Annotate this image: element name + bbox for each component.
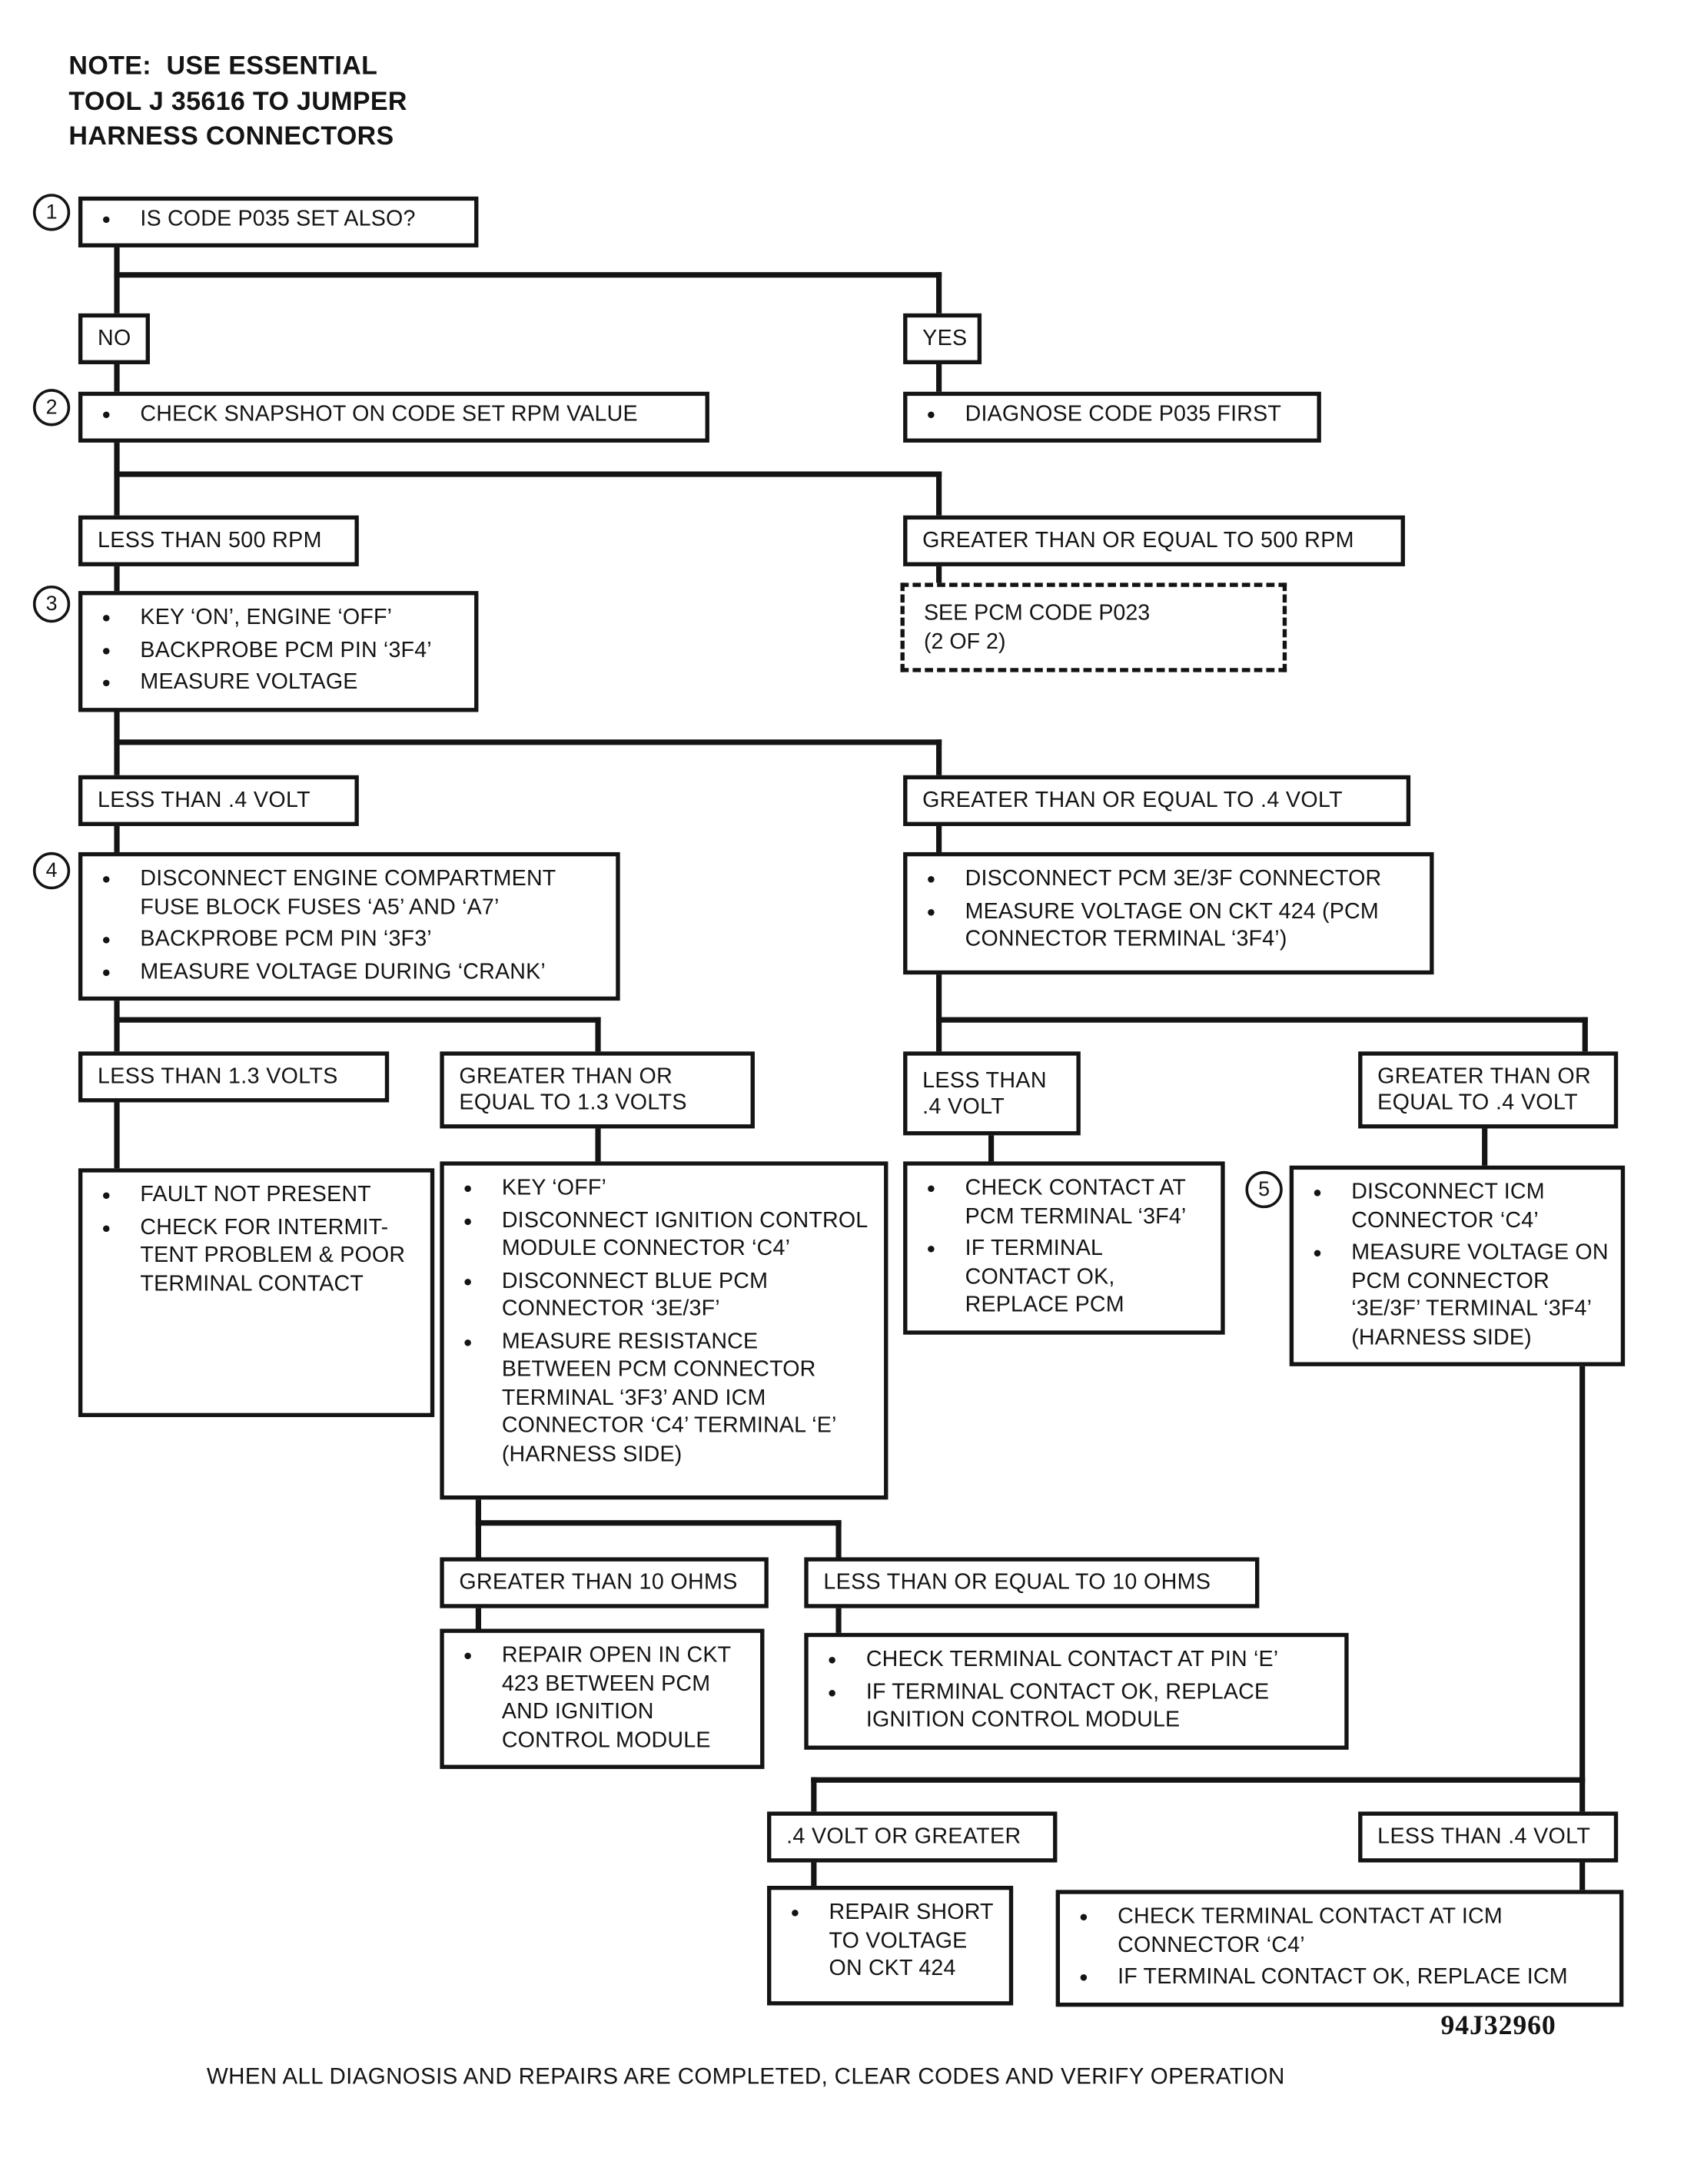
- branch-label: GREATER THAN OR EQUAL TO 1.3 VOLTS: [459, 1065, 687, 1115]
- bullet-icon: ●: [926, 871, 936, 888]
- node-fault-not-present: [78, 1168, 434, 1417]
- bullet-item: ● DISCONNECT IGNITION CONTROL MODULE CONNECTOR ‘C4’: [460, 1207, 873, 1263]
- bullet-icon: ●: [827, 1684, 837, 1701]
- bullet-icon: ●: [926, 407, 936, 423]
- branch-label: .4 VOLT OR GREATER: [786, 1825, 1021, 1849]
- connector-line: [595, 1126, 600, 1164]
- bullet-icon: ●: [1313, 1245, 1323, 1262]
- bullet-item: ● BACKPROBE PCM PIN ‘3F4’: [99, 637, 463, 665]
- bullet-item: ● REPAIR SHORT TO VOLTAGE ON CKT 424: [788, 1900, 998, 1984]
- node-disconnect-pcm-connector: [903, 852, 1433, 974]
- branch-less-than-04-volt-3: [1358, 1811, 1618, 1862]
- bullet-item: ● DISCONNECT ENGINE COMPARTMENT FUSE BLOCK FUSES ‘A5’ AND ‘A7’: [99, 866, 605, 922]
- branch-label: GREATER THAN OR EQUAL TO .4 VOLT: [922, 788, 1343, 813]
- bullet-icon: ●: [101, 610, 111, 627]
- connector-line: [114, 1100, 119, 1171]
- branch-label: GREATER THAN OR EQUAL TO 500 RPM: [922, 529, 1354, 553]
- node-step4-disconnect-fuses: [78, 852, 620, 1001]
- bullet-icon: ●: [1313, 1184, 1323, 1202]
- connector-line: [114, 739, 942, 745]
- connector-line: [936, 272, 942, 316]
- branch-ge-500-rpm: [903, 516, 1405, 566]
- step-number: 3: [45, 592, 58, 616]
- note-line: NOTE: USE ESSENTIAL: [68, 51, 378, 81]
- step-number: 5: [1258, 1177, 1270, 1202]
- bullet-item: ● CHECK TERMINAL CONTACT AT ICM CONNECTOR ‘C4’: [1076, 1904, 1608, 1960]
- connector-line: [936, 1017, 1588, 1023]
- bullet-icon: ●: [463, 1180, 473, 1197]
- branch-ge-04-volt-2: [1358, 1051, 1618, 1128]
- branch-label: LESS THAN 1.3 VOLTS: [97, 1065, 338, 1089]
- node-see-pcm-code-p023: [901, 583, 1287, 672]
- bullet-item: ● REPAIR OPEN IN CKT 423 BETWEEN PCM AND IGNITION CONTROL MODULE: [460, 1642, 749, 1755]
- connector-line: [476, 1497, 481, 1560]
- bullet-icon: ●: [1079, 1909, 1089, 1926]
- connector-line: [114, 471, 942, 476]
- connector-line: [114, 272, 942, 277]
- branch-no: [78, 314, 150, 364]
- connector-line: [1482, 1126, 1487, 1168]
- connector-line: [1579, 1356, 1585, 1814]
- bullet-icon: ●: [463, 1648, 473, 1665]
- bullet-icon: ●: [101, 675, 111, 692]
- connector-line: [988, 1133, 994, 1164]
- step-marker-4: [33, 852, 70, 889]
- connector-line: [936, 739, 942, 778]
- bullet-icon: ●: [926, 1241, 936, 1258]
- branch-yes: [903, 314, 982, 364]
- branch-label: GREATER THAN OR EQUAL TO .4 VOLT: [1377, 1065, 1591, 1115]
- connector-line: [835, 1605, 841, 1635]
- bullet-item: ● IS CODE P035 SET ALSO?: [99, 206, 463, 234]
- bullet-item: ● DIAGNOSE CODE P035 FIRST: [924, 401, 1306, 430]
- node-is-code-p035-set: [78, 197, 478, 247]
- bullet-item: ● CHECK TERMINAL CONTACT AT PIN ‘E’: [825, 1647, 1334, 1675]
- branch-less-than-04-volt: [78, 775, 359, 826]
- bullet-item: ● MEASURE VOLTAGE DURING ‘CRANK’: [99, 959, 605, 987]
- bullet-icon: ●: [463, 1213, 473, 1230]
- connector-line: [811, 1860, 816, 1889]
- node-check-contact-pcm: [903, 1161, 1225, 1333]
- connector-line: [114, 361, 119, 394]
- bullet-icon: ●: [101, 211, 111, 228]
- connector-line: [595, 1017, 600, 1054]
- bullet-item: ● IF TERMINAL CONTACT OK, REPLACE IGNITION CONTROL MODULE: [825, 1679, 1334, 1735]
- bullet-icon: ●: [101, 1220, 111, 1236]
- bullet-item: ● DISCONNECT BLUE PCM CONNECTOR ‘3E/3F’: [460, 1268, 873, 1324]
- bullet-item: ● MEASURE VOLTAGE: [99, 669, 463, 698]
- bullet-item: ● CHECK SNAPSHOT ON CODE SET RPM VALUE: [99, 401, 694, 430]
- branch-less-than-13-volts: [78, 1051, 389, 1102]
- bullet-item: ● CHECK CONTACT AT PCM TERMINAL ‘3F4’: [924, 1175, 1210, 1231]
- node-step5-disconnect-icm: [1290, 1166, 1625, 1366]
- bullet-icon: ●: [101, 1187, 111, 1204]
- node-check-terminal-pin-e: [804, 1633, 1348, 1749]
- branch-04-volt-or-greater: [767, 1811, 1057, 1862]
- connector-line: [476, 1520, 842, 1525]
- bullet-item: ● MEASURE RESISTANCE BETWEEN PCM CONNECTOR TERMINAL ‘3F3’ AND ICM CONNECTOR ‘C4’ TERMINAL ‘E’ (HARNESS SIDE): [460, 1329, 873, 1469]
- connector-line: [936, 823, 942, 855]
- bullet-icon: ●: [1079, 1970, 1089, 1987]
- note-line: HARNESS CONNECTORS: [68, 122, 394, 151]
- node-repair-short-ckt-424: [767, 1886, 1013, 2006]
- bullet-item: ● IF TERMINAL CONTACT OK, REPLACE ICM: [1076, 1964, 1608, 1993]
- bullet-item: ● DISCONNECT ICM CONNECTOR ‘C4’: [1310, 1180, 1610, 1236]
- node-check-snapshot: [78, 392, 709, 443]
- bullet-item: ● CHECK FOR INTERMIT-TENT PROBLEM & POOR TERMINAL CONTACT: [99, 1214, 420, 1299]
- connector-line: [114, 1017, 600, 1023]
- connector-line: [936, 361, 942, 394]
- connector-line: [1579, 1860, 1585, 1893]
- bullet-item: ● FAULT NOT PRESENT: [99, 1182, 420, 1210]
- bullet-item: ● IF TERMINAL CONTACT OK, REPLACE PCM: [924, 1236, 1210, 1320]
- bullet-icon: ●: [101, 642, 111, 659]
- bullet-icon: ●: [926, 904, 936, 921]
- bullet-item: ● MEASURE VOLTAGE ON CKT 424 (PCM CONNECTOR TERMINAL ‘3F4’): [924, 898, 1419, 954]
- step-number: 4: [45, 858, 58, 883]
- bullet-icon: ●: [463, 1273, 473, 1290]
- connector-line: [811, 1777, 1585, 1783]
- bullet-icon: ●: [101, 931, 111, 949]
- bullet-icon: ●: [463, 1333, 473, 1351]
- node-key-off-measure-resistance: [440, 1161, 888, 1499]
- branch-less-than-04-volt-2: [903, 1051, 1081, 1135]
- step-marker-5: [1245, 1171, 1282, 1208]
- branch-label: LESS THAN .4 VOLT: [97, 788, 311, 813]
- connector-line: [476, 1605, 481, 1631]
- branch-label: LESS THAN .4 VOLT: [922, 1068, 1047, 1119]
- reference-line: SEE PCM CODE P023: [923, 601, 1151, 625]
- node-step3-key-on: [78, 591, 478, 712]
- bullet-item: ● DISCONNECT PCM 3E/3F CONNECTOR: [924, 866, 1419, 895]
- bullet-icon: ●: [101, 407, 111, 423]
- step-marker-2: [33, 389, 70, 426]
- branch-label: LESS THAN 500 RPM: [97, 529, 322, 553]
- bullet-icon: ●: [101, 964, 111, 981]
- branch-label: YES: [922, 327, 968, 351]
- bullet-icon: ●: [790, 1904, 800, 1922]
- connector-line: [1583, 1017, 1588, 1054]
- branch-greater-than-10-ohms: [440, 1557, 768, 1608]
- branch-less-than-500-rpm: [78, 516, 359, 566]
- connector-line: [936, 972, 942, 1054]
- bullet-item: ● BACKPROBE PCM PIN ‘3F3’: [99, 927, 605, 955]
- connector-line: [114, 823, 119, 855]
- connector-line: [114, 244, 119, 317]
- reference-line: (2 OF 2): [923, 630, 1006, 654]
- bullet-icon: ●: [101, 871, 111, 888]
- bullet-item: ● MEASURE VOLTAGE ON PCM CONNECTOR ‘3E/3F’ TERMINAL ‘3F4’ (HARNESS SIDE): [1310, 1240, 1610, 1353]
- step-number: 2: [45, 396, 58, 420]
- bullet-icon: ●: [827, 1651, 837, 1669]
- step-number: 1: [45, 201, 58, 224]
- node-check-terminal-icm: [1056, 1890, 1624, 2006]
- branch-label: LESS THAN .4 VOLT: [1377, 1825, 1591, 1849]
- step-marker-1: [33, 194, 70, 231]
- bullet-item: ● KEY ‘OFF’: [460, 1175, 873, 1203]
- note-line: TOOL J 35616 TO JUMPER: [68, 87, 407, 117]
- branch-ge-04-volt: [903, 775, 1410, 826]
- node-repair-open-ckt-423: [440, 1628, 764, 1768]
- connector-line: [811, 1777, 816, 1814]
- branch-label: GREATER THAN 10 OHMS: [459, 1571, 738, 1595]
- step-marker-3: [33, 586, 70, 622]
- branch-label: LESS THAN OR EQUAL TO 10 OHMS: [823, 1571, 1211, 1595]
- figure-number: 94J32960: [1440, 2010, 1556, 2042]
- connector-line: [114, 563, 119, 593]
- connector-line: [835, 1520, 841, 1560]
- note-header: [68, 49, 407, 154]
- footer-note: WHEN ALL DIAGNOSIS AND REPAIRS ARE COMPLETED, CLEAR CODES AND VERIFY OPERATION: [206, 2064, 1285, 2089]
- node-diagnose-p035-first: [903, 392, 1321, 443]
- branch-le-10-ohms: [804, 1557, 1259, 1608]
- branch-ge-13-volts: [440, 1051, 755, 1128]
- connector-line: [114, 440, 119, 518]
- bullet-item: ● KEY ‘ON’, ENGINE ‘OFF’: [99, 605, 463, 633]
- bullet-icon: ●: [926, 1180, 936, 1197]
- connector-line: [936, 471, 942, 518]
- branch-label: NO: [97, 327, 131, 351]
